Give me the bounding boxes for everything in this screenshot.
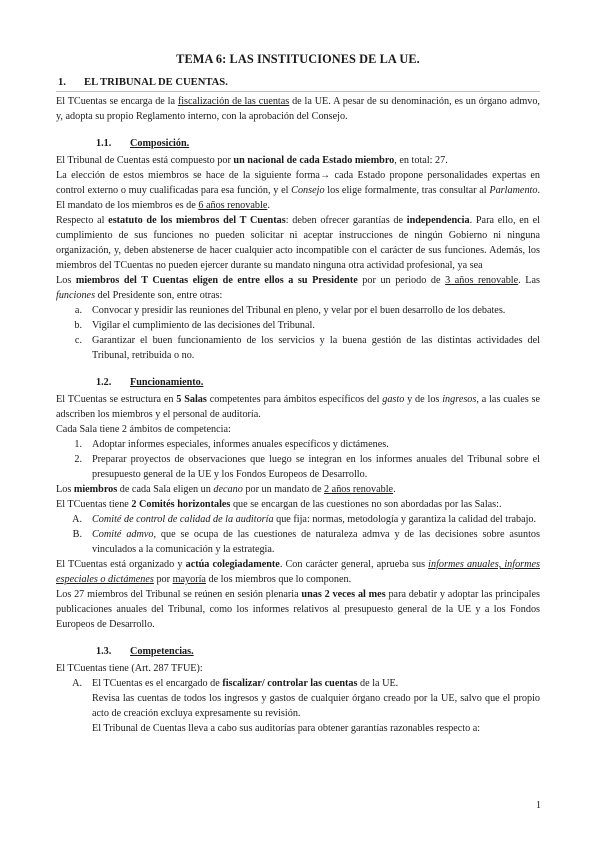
- list-item: A. Comité de control de calidad de la auditoría que fija: normas, metodología y garantiza la calidad del trabajo.: [72, 514, 537, 525]
- composicion-paragraph-2: La elección de estos miembros se hace de la siguiente forma→ cada Estado propone personalidades expertas en control externo o muy cualificadas para esa función, y el Consejo los elige formalmente, tras consultar al Parlamento. El mandato de los miembros es de 6 años renovable.: [56, 170, 541, 211]
- section-label: EL TRIBUNAL DE CUENTAS.: [84, 77, 228, 88]
- list-item: a. Convocar y presidir las reuniones del Tribunal en pleno, y velar por el buen desarrollo de los debates.: [74, 305, 506, 316]
- funcionamiento-paragraph-3: Los miembros de cada Sala eligen un decano por un mandato de 2 años renovable.: [56, 484, 396, 495]
- funcionamiento-paragraph-2: Cada Sala tiene 2 ámbitos de competencia:: [56, 424, 231, 435]
- competencias-paragraph-3: El Tribunal de Cuentas lleva a cabo sus auditorías para obtener garantías razonables respecto a:: [92, 723, 481, 734]
- list-item: 1. Adoptar informes especiales, informes anuales específicos y dictámenes.: [74, 439, 389, 450]
- section-number: 1.: [58, 77, 66, 88]
- section-heading-tribunal: [56, 75, 540, 92]
- subsection-heading-funcionamiento: 1.2. Funcionamiento.: [96, 377, 204, 388]
- list-item: b. Vigilar el cumplimiento de las decisiones del Tribunal.: [74, 320, 315, 331]
- list-item: c. Garantizar el buen funcionamiento de los servicios y la buena gestión de las distintas actividades del Tribunal, retribuida o no.: [74, 335, 540, 361]
- funcionamiento-paragraph-5: El TCuentas está organizado y actúa colegiadamente. Con carácter general, aprueba sus informes anuales, informes especiales o dictámenes por mayoría de los miembros que lo componen.: [56, 559, 540, 585]
- list-item: 2. Preparar proyectos de observaciones que luego se integran en los informes anuales del Tribunal sobre el presupuesto general de la UE y los Fondos Europeos de Desarrollo.: [74, 454, 540, 480]
- page-number: 1: [536, 800, 541, 811]
- page-title: TEMA 6: LAS INSTITUCIONES DE LA UE.: [176, 52, 420, 66]
- list-item: A. El TCuentas es el encargado de fiscalizar/ controlar las cuentas de la UE.: [72, 678, 399, 689]
- composicion-paragraph-4: Los miembros del T Cuentas eligen de entre ellos a su Presidente por un periodo de 3 años renovable. Las funciones del Presidente son, entre otras:: [56, 275, 540, 301]
- list-item: B. Comité admvo, que se ocupa de las cuestiones de naturaleza admva y de las decisiones sobre asuntos vinculados a la comunicación y la estrategia.: [72, 529, 540, 555]
- composicion-paragraph-3: Respecto al estatuto de los miembros del T Cuentas: deben ofrecer garantías de independencia. Para ello, en el cumplimiento de sus funciones no pueden solicitar ni aceptar instrucciones de ningún Gobierno ni ninguna organización, y, deben abstenerse de hacer cualquier acto incompatible con el carácter de sus funciones. Además, los miembros del TCuentas no pueden ejercer durante su mandato ninguna otra actividad profesional, ya sea: [56, 215, 540, 271]
- subsection-heading-composicion: 1.1. Composición.: [96, 138, 190, 149]
- competencias-paragraph-2: Revisa las cuentas de todos los ingresos y gastos de cualquier órgano creado por la UE, salvo que el propio acto de creación excluya expresamente su revisión.: [92, 693, 540, 719]
- funcionamiento-paragraph-1: El TCuentas se estructura en 5 Salas competentes para ámbitos específicos del gasto y de los ingresos, a las cuales se adscriben los miembros y el personal de auditoría.: [56, 394, 540, 420]
- intro-paragraph: El TCuentas se encarga de la fiscalización de las cuentas de la UE. A pesar de su denominación, es un órgano admvo, y, adopta su propio Reglamento interno, con la aprobación del Consejo.: [56, 96, 540, 122]
- funcionamiento-paragraph-6: Los 27 miembros del Tribunal se reúnen en sesión plenaria unas 2 veces al mes para debatir y adoptar las principales publicaciones anuales del Tribunal, como los informes relativos al presupuesto general de la UE y a los Fondos Europeos de Desarrollo.: [56, 589, 540, 630]
- funcionamiento-paragraph-4: El TCuentas tiene 2 Comités horizontales que se encargan de las cuestiones no son abordadas por las Salas:.: [56, 499, 502, 510]
- subsection-heading-competencias: 1.3. Competencias.: [96, 646, 194, 657]
- document-page: [56, 52, 540, 736]
- competencias-paragraph-1: El TCuentas tiene (Art. 287 TFUE):: [56, 663, 203, 674]
- composicion-paragraph-1: El Tribunal de Cuentas está compuesto por un nacional de cada Estado miembro, en total: 27.: [56, 155, 448, 166]
